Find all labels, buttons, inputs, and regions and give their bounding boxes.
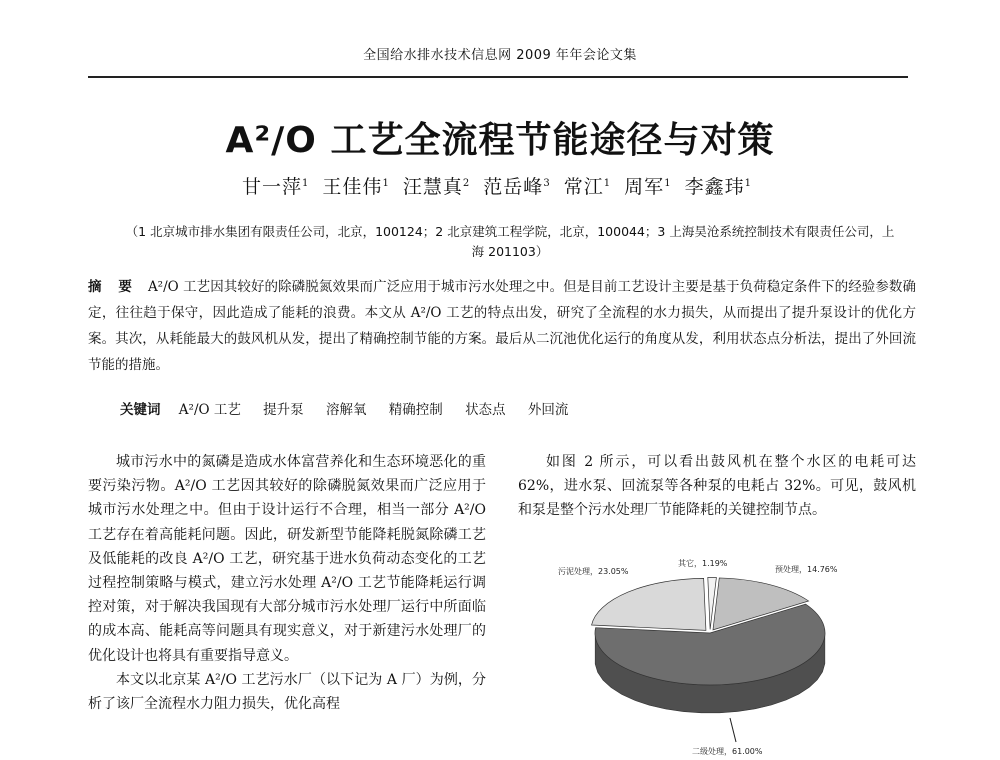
author-name: 汪慧真 (402, 176, 463, 198)
abstract (88, 274, 916, 378)
pie-label: 预处理，14.76% (775, 565, 838, 574)
author-aff: 1 (302, 177, 310, 189)
body-paragraph: 如图 2 所示，可以看出鼓风机在整个水区的电耗可达 62%，进水泵、回流泵等各种泵的电耗占 32%。可见，鼓风机和泵是整个污水处理厂节能降耗的关键控制节点。 (518, 454, 916, 519)
author-name: 周军 (624, 176, 665, 198)
body-paragraph: 本文以北京某 A²/O 工艺污水厂（以下记为 A 厂）为例，分析了该厂全流程水力阻力损失，优化高程 (88, 671, 486, 713)
author-aff: 3 (543, 177, 551, 189)
keyword: 溶解氧 (325, 402, 367, 418)
author-aff: 2 (462, 177, 471, 189)
keyword: 状态点 (465, 402, 506, 418)
author-aff: 1 (603, 177, 612, 189)
keyword: 精确控制 (388, 402, 443, 418)
author-aff: 1 (664, 177, 672, 189)
paper-title: A²/O 工艺全流程节能途径与对策 (225, 120, 775, 161)
body-right-column (518, 450, 916, 523)
keyword: A²/O 工艺 (178, 402, 241, 418)
author-name: 常江 (563, 176, 604, 198)
running-header: 全国给水排水技术信息网 2009 年年会论文集 (363, 48, 637, 63)
keyword: 提升泵 (263, 402, 304, 418)
body-paragraph: 城市污水中的氮磷是造成水体富营养化和生态环境恶化的重要污染污物。A²/O 工艺因其较好的除磷脱氮效果而广泛应用于城市污水处理之中。但由于设计运行不合理，相当一部分 A²/O 工艺存在着高能耗问题。因此，研发新型节能降耗脱氮除磷工艺及低能耗的改良 A²/O 工艺，研究基于进水负荷动态变化的工艺过程控制策略与模式，建立污水处理 A²/O 工艺节能降耗运行调控对策，对于解决我国现有大部分城市污水处理厂运行中所面临的成本高、能耗高等问题具有现实意义，对于新建污水处理厂的优化设计也将具有重要指导意义。 (88, 454, 486, 664)
header-rule (88, 76, 908, 78)
author-name: 李鑫玮 (684, 176, 745, 198)
keywords-label: 关键词 (120, 402, 161, 418)
pie-label: 污泥处理，23.05% (558, 567, 629, 576)
pie-label: 二级处理，61.00% (692, 747, 763, 756)
keywords (120, 398, 586, 418)
pie-leader-line (730, 718, 736, 742)
author-name: 甘一萍 (241, 176, 302, 198)
author-aff: 1 (744, 177, 752, 189)
body-left-column (88, 450, 486, 716)
author-list (0, 172, 1000, 199)
abstract-label: 摘 要 (88, 279, 138, 295)
pie-label: 其它，1.19% (678, 559, 728, 568)
affiliations: （1 北京城市排水集团有限责任公司，北京，100124；2 北京建筑工程学院，北京，100044；3 上海昊沧系统控制技术有限责任公司，上海 201103） (125, 224, 895, 259)
author-name: 范岳峰 (483, 176, 544, 198)
energy-pie-chart (540, 558, 880, 758)
pie-slice-污泥处理 (592, 578, 706, 630)
author-name: 王佳伟 (322, 176, 383, 198)
keyword: 外回流 (527, 402, 569, 418)
author-aff: 1 (382, 177, 390, 189)
abstract-text: A²/O 工艺因其较好的除磷脱氮效果而广泛应用于城市污水处理之中。但是目前工艺设计主要是基于负荷稳定条件下的经验参数确定，往往趋于保守，因此造成了能耗的浪费。本文从 A²/O 工艺的特点出发，研究了全流程的水力损失，从而提出了提升泵设计的优化方案。其次，从耗能最大的鼓风机从发，提出了精确控制节能的方案。最后从二沉池优化运行的角度从发，利用状态点分析法，提出了外回流节能的措施。 (88, 279, 917, 373)
